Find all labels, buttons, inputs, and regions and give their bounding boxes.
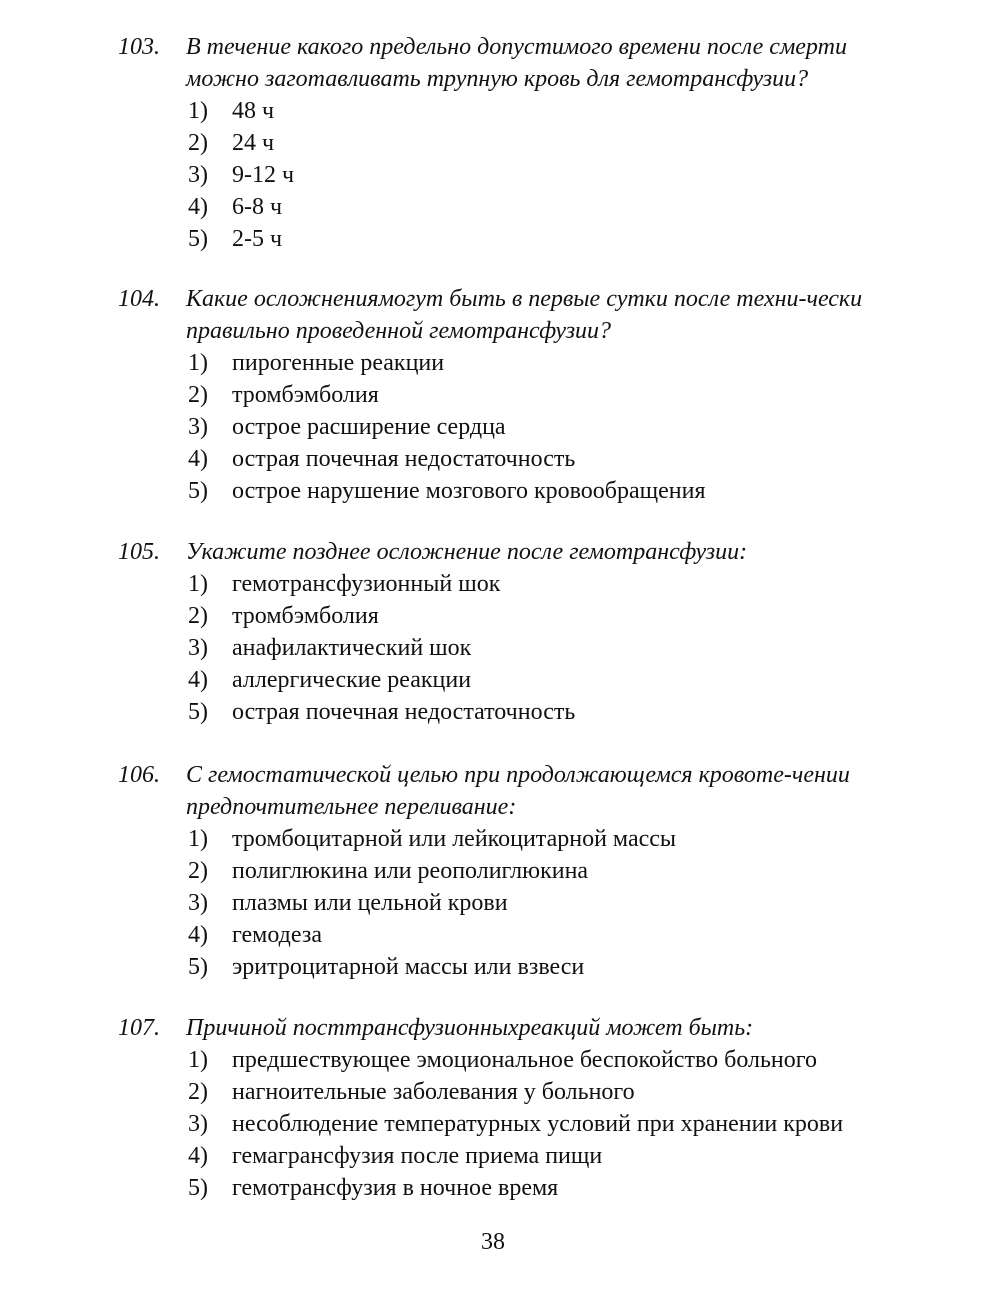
answer-text: острая почечная недостаточность xyxy=(232,446,576,472)
answer-option xyxy=(188,855,888,887)
answer-number: 2) xyxy=(188,858,208,884)
answer-text: несоблюдение температурных условий при хранении крови xyxy=(232,1111,844,1137)
answer-option xyxy=(188,632,888,664)
answer-number: 4) xyxy=(188,1143,208,1169)
answer-list xyxy=(118,823,888,983)
question-text: С гемостатической целью при продолжающемся кровоте-чении предпочтительнее переливание: xyxy=(186,762,850,820)
question-number: 103. xyxy=(118,34,160,60)
answer-text: гемодеза xyxy=(232,922,322,948)
answer-option xyxy=(188,191,888,223)
question-104 xyxy=(118,283,888,507)
answer-number: 5) xyxy=(188,478,208,504)
answer-number: 1) xyxy=(188,350,208,376)
question-103 xyxy=(118,31,888,255)
question-text: Причиной посттрансфузионныхреакций может быть: xyxy=(186,1015,754,1041)
answer-text: острое расширение сердца xyxy=(232,414,506,440)
question-105 xyxy=(118,536,888,728)
answer-text: гемотрансфузионный шок xyxy=(232,571,501,597)
answer-number: 1) xyxy=(188,571,208,597)
answer-option xyxy=(188,919,888,951)
answer-list xyxy=(118,95,888,255)
answer-option xyxy=(188,475,888,507)
answer-text: острое нарушение мозгового кровообращения xyxy=(232,478,706,504)
question-number: 106. xyxy=(118,762,160,788)
answer-list xyxy=(118,568,888,728)
answer-number: 4) xyxy=(188,667,208,693)
answer-number: 1) xyxy=(188,98,208,124)
answer-option xyxy=(188,1140,888,1172)
answer-text: тромбоцитарной или лейкоцитарной массы xyxy=(232,826,677,852)
answer-text: гемагрансфузия после приема пищи xyxy=(232,1143,603,1169)
answer-text: острая почечная недостаточность xyxy=(232,699,576,725)
answer-number: 5) xyxy=(188,699,208,725)
answer-option xyxy=(188,887,888,919)
answer-option xyxy=(188,1108,888,1140)
answer-text: аллергические реакции xyxy=(232,667,472,693)
answer-number: 3) xyxy=(188,414,208,440)
question-header xyxy=(118,31,888,95)
answer-number: 2) xyxy=(188,603,208,629)
question-number: 104. xyxy=(118,286,160,312)
question-text: Укажите позднее осложнение после гемотрансфузии: xyxy=(186,539,748,565)
answer-list xyxy=(118,1044,888,1204)
answer-text: гемотрансфузия в ночное время xyxy=(232,1175,559,1201)
answer-text: тромбэмболия xyxy=(232,382,379,408)
question-text: Какие осложнениямогут быть в первые сутки после техни-чески правильно проведенной гемотрансфузии? xyxy=(186,286,863,344)
answer-option xyxy=(188,1172,888,1204)
answer-text: нагноительные заболевания у больного xyxy=(232,1079,635,1105)
answer-list xyxy=(118,347,888,507)
answer-text: 9-12 ч xyxy=(232,162,295,188)
answer-text: 6-8 ч xyxy=(232,194,283,220)
answer-text: 2-5 ч xyxy=(232,226,283,252)
question-number: 105. xyxy=(118,539,160,565)
answer-option xyxy=(188,823,888,855)
answer-text: тромбэмболия xyxy=(232,603,379,629)
answer-option xyxy=(188,159,888,191)
answer-text: предшествующее эмоциональное беспокойство больного xyxy=(232,1047,818,1073)
answer-option xyxy=(188,568,888,600)
answer-option xyxy=(188,411,888,443)
answer-number: 1) xyxy=(188,826,208,852)
answer-text: полиглюкина или реополиглюкина xyxy=(232,858,589,884)
answer-number: 1) xyxy=(188,1047,208,1073)
answer-text: 48 ч xyxy=(232,98,275,124)
question-header xyxy=(118,759,888,823)
answer-option xyxy=(188,347,888,379)
page-number: 38 xyxy=(481,1229,505,1255)
answer-number: 4) xyxy=(188,446,208,472)
answer-option xyxy=(188,1044,888,1076)
question-header xyxy=(118,283,888,347)
question-text: В течение какого предельно допустимого времени после смерти можно заготавливать трупную кровь для гемотрансфузии? xyxy=(186,34,847,92)
question-number: 107. xyxy=(118,1015,160,1041)
answer-number: 3) xyxy=(188,635,208,661)
answer-number: 3) xyxy=(188,162,208,188)
answer-number: 5) xyxy=(188,954,208,980)
answer-text: плазмы или цельной крови xyxy=(232,890,508,916)
question-header xyxy=(118,1012,888,1044)
answer-text: пирогенные реакции xyxy=(232,350,445,376)
answer-text: анафилактический шок xyxy=(232,635,472,661)
question-header xyxy=(118,536,888,568)
answer-number: 2) xyxy=(188,382,208,408)
answer-option xyxy=(188,600,888,632)
answer-number: 2) xyxy=(188,1079,208,1105)
answer-number: 4) xyxy=(188,922,208,948)
answer-number: 5) xyxy=(188,226,208,252)
answer-number: 3) xyxy=(188,890,208,916)
answer-option xyxy=(188,696,888,728)
answer-option xyxy=(188,95,888,127)
answer-text: 24 ч xyxy=(232,130,275,156)
question-107 xyxy=(118,1012,888,1204)
answer-option xyxy=(188,379,888,411)
answer-number: 4) xyxy=(188,194,208,220)
answer-option xyxy=(188,1076,888,1108)
question-106 xyxy=(118,759,888,983)
answer-option xyxy=(188,127,888,159)
answer-number: 3) xyxy=(188,1111,208,1137)
answer-option xyxy=(188,951,888,983)
answer-option xyxy=(188,223,888,255)
answer-number: 5) xyxy=(188,1175,208,1201)
answer-number: 2) xyxy=(188,130,208,156)
answer-text: эритроцитарной массы или взвеси xyxy=(232,954,585,980)
answer-option xyxy=(188,664,888,696)
answer-option xyxy=(188,443,888,475)
